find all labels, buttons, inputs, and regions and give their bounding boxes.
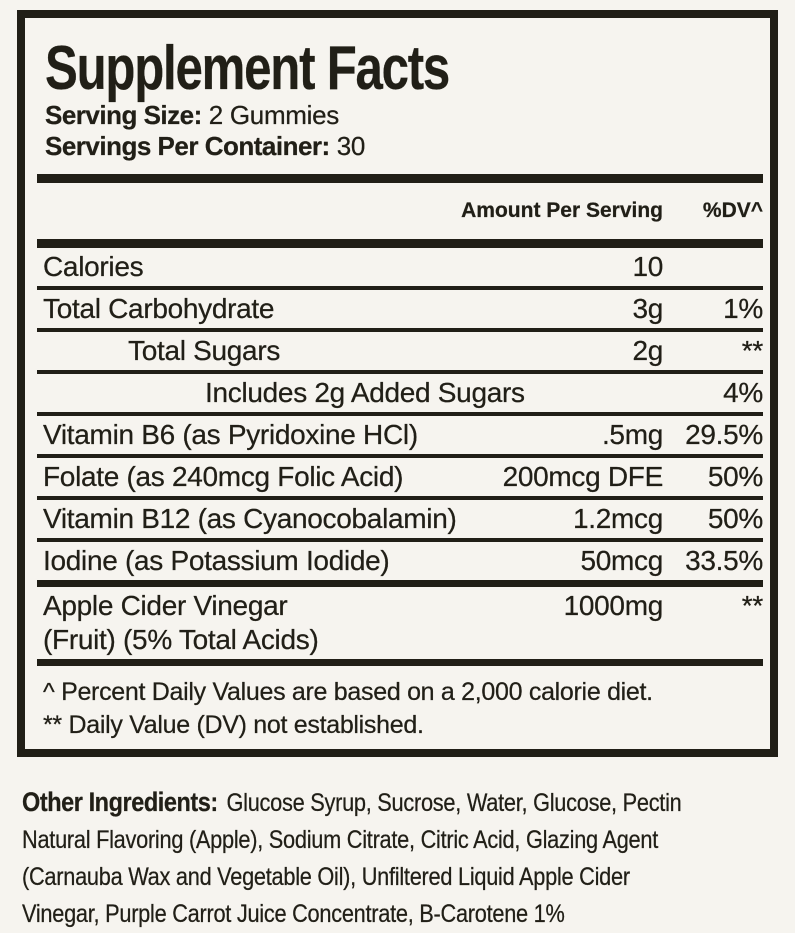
nutrient-dv: **: [741, 590, 763, 621]
nutrient-name: Includes 2g Added Sugars: [205, 377, 525, 408]
footnotes: [37, 666, 763, 742]
serving-size-value: 2 Gummies: [208, 100, 340, 130]
other-ingredients-section: [22, 784, 782, 933]
nutrient-row: [37, 416, 763, 454]
servings-per-container-value: 30: [336, 131, 366, 161]
nutrient-row: [37, 587, 763, 655]
column-header-row: [37, 183, 763, 239]
divider-footnote: [37, 659, 763, 666]
nutrient-row: [37, 332, 763, 370]
nutrient-name: Vitamin B12 (as Cyanocobalamin): [43, 503, 457, 534]
nutrient-name: Apple Cider Vinegar: [43, 590, 288, 621]
other-ingredients-line-text: Glucose Syrup, Sucrose, Water, Glucose, Pectin: [226, 789, 682, 817]
servings-per-container-label: Servings Per Container:: [45, 131, 330, 161]
percent-dv-header: %DV^: [702, 199, 763, 222]
nutrient-row-line: [43, 248, 763, 286]
nutrient-dv: 33.5%: [685, 545, 763, 576]
nutrient-dv: 4%: [723, 377, 763, 408]
nutrient-dv: **: [741, 335, 763, 366]
nutrient-name-second-line: (Fruit) (5% Total Acids): [43, 624, 319, 655]
panel-title: [45, 32, 763, 103]
nutrient-row: [37, 458, 763, 496]
nutrient-row: [37, 248, 763, 286]
nutrient-amount: 50mcg: [580, 545, 663, 576]
nutrient-row: [37, 500, 763, 538]
nutrient-amount: 2g: [632, 335, 663, 366]
panel-title-text: Supplement Facts: [45, 32, 450, 103]
serving-size-line: [45, 100, 763, 131]
nutrient-row: [37, 374, 763, 412]
nutrient-amount: 1.2mcg: [572, 503, 663, 534]
serving-size-label: Serving Size:: [45, 100, 202, 130]
divider-thick-top: [37, 174, 763, 183]
nutrient-name: Total Carbohydrate: [43, 293, 275, 324]
nutrient-row-line: [43, 500, 763, 538]
nutrient-amount: .5mg: [601, 419, 663, 450]
nutrient-dv: 29.5%: [685, 419, 763, 450]
other-ingredients-line: [22, 784, 682, 822]
supplement-facts-panel: [17, 10, 778, 757]
nutrient-amount: 3g: [632, 293, 663, 324]
nutrient-name: Iodine (as Potassium Iodide): [43, 545, 390, 576]
nutrient-rows: [37, 248, 763, 655]
nutrient-dv: 1%: [723, 293, 763, 324]
other-ingredients-line: Natural Flavoring (Apple), Sodium Citrate, Citric Acid, Glazing Agent: [22, 826, 658, 854]
nutrient-amount: 200mcg DFE: [502, 461, 663, 492]
servings-per-container-line: [45, 131, 763, 162]
nutrient-row: [37, 290, 763, 328]
divider-thick-acv: [37, 580, 763, 587]
nutrient-name: Calories: [43, 251, 144, 282]
divider-thick-header: [37, 239, 763, 248]
other-ingredients-line: Vinegar, Purple Carrot Juice Concentrate, B-Carotene 1%: [22, 900, 565, 928]
other-ingredients-line: (Carnauba Wax and Vegetable Oil), Unfiltered Liquid Apple Cider: [22, 863, 630, 891]
nutrient-amount: 10: [632, 251, 663, 282]
nutrient-name: Total Sugars: [128, 335, 281, 366]
nutrient-row-line: [43, 542, 763, 580]
nutrient-row-line: [43, 587, 763, 625]
footnote: ** Daily Value (DV) not established.: [43, 711, 424, 739]
nutrient-amount: 1000mg: [563, 590, 663, 621]
nutrient-name: Vitamin B6 (as Pyridoxine HCl): [43, 419, 418, 450]
nutrient-row-line: [43, 374, 763, 412]
nutrient-row-line: [43, 416, 763, 454]
other-ingredients-text: [22, 784, 682, 933]
nutrient-dv: 50%: [707, 461, 763, 492]
nutrient-row: [37, 542, 763, 580]
nutrient-row-line: [43, 458, 763, 496]
nutrient-row-line: [43, 332, 763, 370]
nutrient-row-line: [43, 290, 763, 328]
footnote: ^ Percent Daily Values are based on a 2,000 calorie diet.: [43, 678, 653, 706]
other-ingredients-label: Other Ingredients:: [22, 787, 218, 817]
nutrient-dv: 50%: [707, 503, 763, 534]
amount-per-serving-header: Amount Per Serving: [461, 199, 663, 222]
nutrient-name: Folate (as 240mcg Folic Acid): [43, 461, 404, 492]
